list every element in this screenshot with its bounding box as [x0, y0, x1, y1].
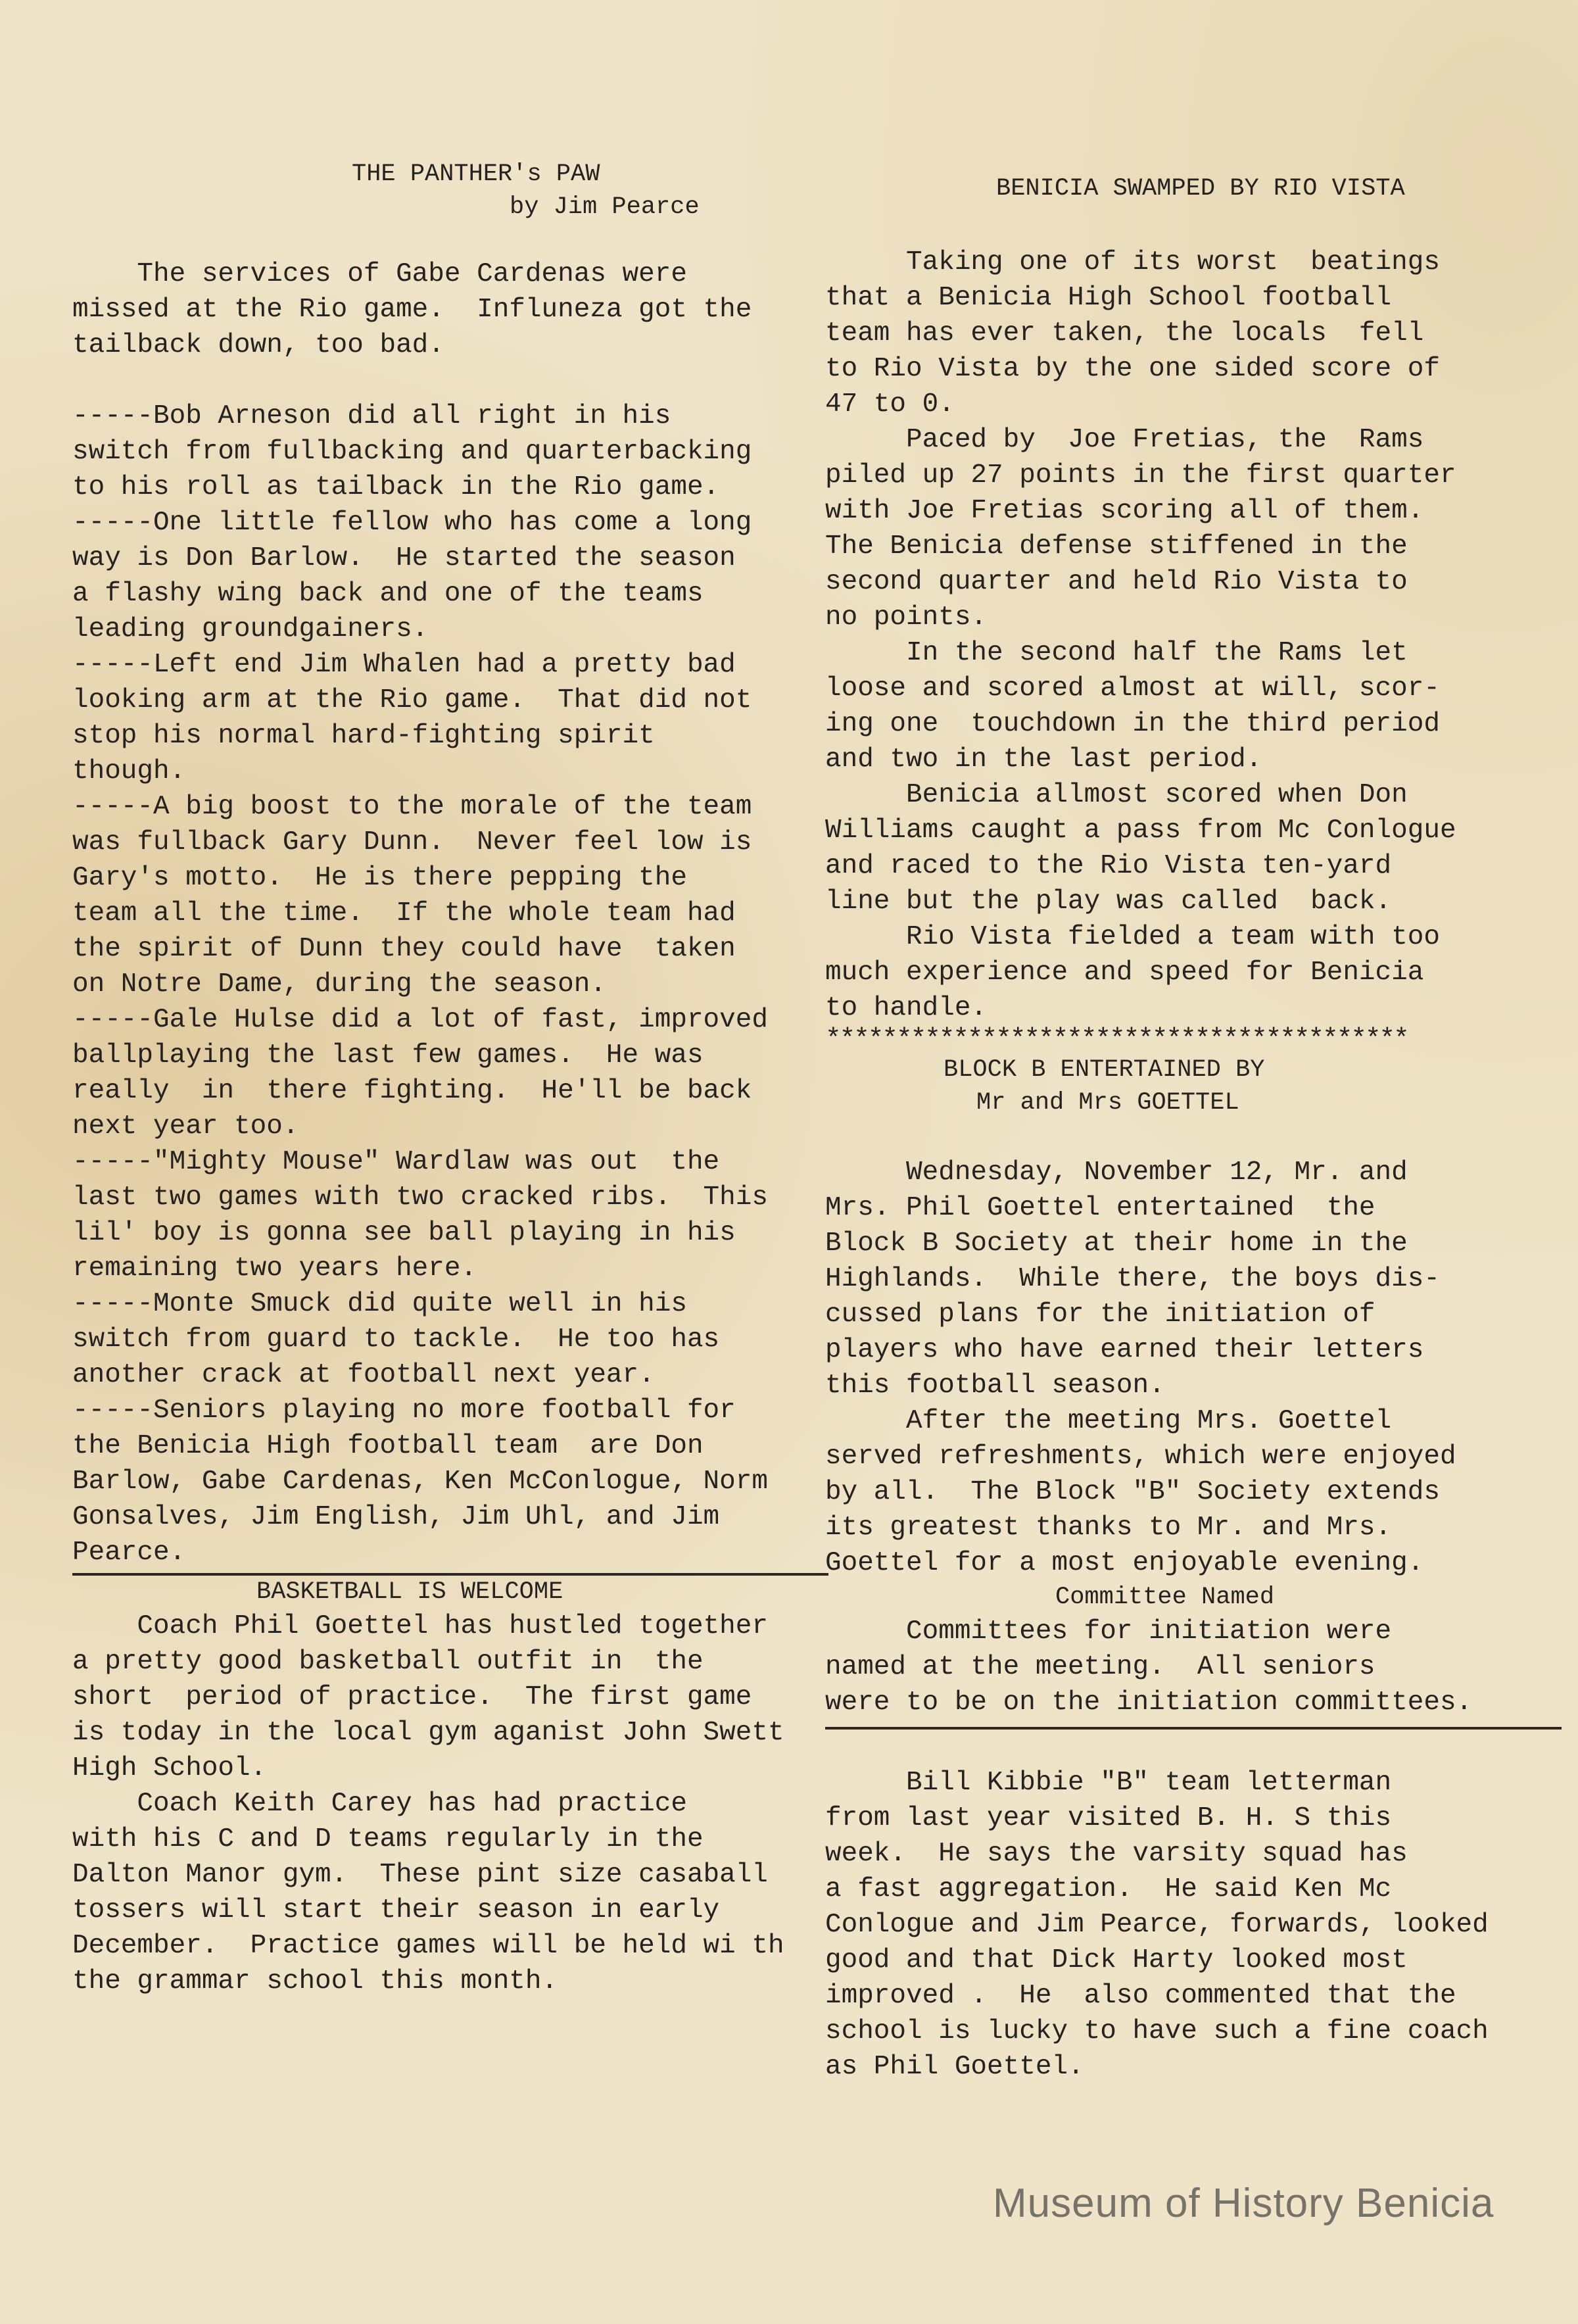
text-line: and two in the last period. [825, 744, 1262, 775]
rio-vista-body [825, 245, 1562, 1026]
text-line: -----Seniors playing no more football for [72, 1395, 736, 1426]
text-line: and raced to the Rio Vista ten-yard [825, 851, 1392, 881]
text-line: to Rio Vista by the one sided score of [825, 354, 1440, 384]
text-line: Coach Phil Goettel has hustled together [72, 1611, 768, 1641]
text-line: December. Practice games will be held wi th [72, 1931, 784, 1961]
text-line: another crack at football next year. [72, 1360, 655, 1390]
block-b-subtitle: Mr and Mrs GOETTEL [976, 1089, 1239, 1117]
text-line: Committees for initiation were [825, 1616, 1392, 1647]
text-line: with his C and D teams regularly in the [72, 1824, 704, 1854]
text-line: no points. [825, 602, 988, 633]
block-b-body [825, 1155, 1562, 1581]
text-line: short period of practice. The first game [72, 1682, 752, 1712]
text-line: -----A big boost to the morale of the team [72, 792, 752, 822]
text-line: Wednesday, November 12, Mr. and [825, 1157, 1408, 1188]
text-line: the Benicia High football team are Don [72, 1431, 704, 1461]
text-line: -----One little fellow who has come a long [72, 508, 752, 538]
text-line: from last year visited B. H. S this [825, 1803, 1392, 1833]
text-line: team has ever taken, the locals fell [825, 318, 1424, 349]
left-column [72, 158, 828, 1999]
committee-body [825, 1614, 1562, 1720]
text-line: missed at the Rio game. Influneza got the [72, 295, 752, 325]
text-line: piled up 27 points in the first quarter [825, 460, 1456, 491]
text-line: to his roll as tailback in the Rio game. [72, 472, 720, 502]
text-line: Gary's motto. He is there pepping the [72, 863, 687, 893]
text-line: is today in the local gym aganist John Swett [72, 1718, 784, 1748]
block-b-title: BLOCK B ENTERTAINED BY [944, 1056, 1265, 1084]
text-line: that a Benicia High School football [825, 283, 1392, 313]
text-line: by all. The Block "B" Society extends [825, 1477, 1440, 1507]
text-line: really in there fighting. He'll be back [72, 1076, 752, 1106]
text-line: Benicia allmost scored when Don [825, 780, 1408, 810]
panthers-paw-byline: by Jim Pearce [510, 193, 700, 221]
text-line: with Joe Fretias scoring all of them. [825, 496, 1424, 526]
basketball-title: BASKETBALL IS WELCOME [256, 1578, 563, 1606]
star-divider: ***************************************** [825, 1025, 1408, 1055]
rio-vista-title: BENICIA SWAMPED BY RIO VISTA [996, 175, 1405, 203]
text-line: Mrs. Phil Goettel entertained the [825, 1193, 1375, 1223]
text-line: Bill Kibbie "B" team letterman [825, 1768, 1392, 1798]
text-line: Dalton Manor gym. These pint size casaball [72, 1860, 768, 1890]
text-line: Barlow, Gabe Cardenas, Ken McConlogue, Norm [72, 1466, 768, 1497]
text-line: remaining two years here. [72, 1253, 477, 1284]
text-line: ing one touchdown in the third period [825, 709, 1440, 739]
text-line: its greatest thanks to Mr. and Mrs. [825, 1513, 1392, 1543]
text-line: way is Don Barlow. He started the season [72, 543, 736, 573]
text-line: loose and scored almost at will, scor- [825, 673, 1440, 704]
text-line: as Phil Goettel. [825, 2052, 1084, 2082]
text-line: High School. [72, 1753, 267, 1783]
kibbie-body [825, 1765, 1562, 2085]
text-line: After the meeting Mrs. Goettel [825, 1406, 1392, 1436]
right-column [825, 158, 1562, 2085]
text-line: Williams caught a pass from Mc Conlogue [825, 815, 1456, 846]
text-line: second quarter and held Rio Vista to [825, 567, 1408, 597]
text-line: to handle. [825, 993, 988, 1023]
text-line: 47 to 0. [825, 389, 955, 420]
text-line: Paced by Joe Fretias, the Rams [825, 425, 1424, 455]
text-line: -----Left end Jim Whalen had a pretty bad [72, 650, 736, 680]
text-line [72, 363, 828, 399]
text-line: The services of Gabe Cardenas were [72, 259, 687, 289]
text-line: the grammar school this month. [72, 1966, 558, 1997]
committee-title: Committee Named [1055, 1584, 1275, 1611]
text-line: switch from guard to tackle. He too has [72, 1324, 720, 1355]
text-line: The Benicia defense stiffened in the [825, 531, 1408, 562]
text-line: Coach Keith Carey has had practice [72, 1789, 687, 1819]
text-line: Taking one of its worst beatings [825, 247, 1440, 278]
text-line: Rio Vista fielded a team with too [825, 922, 1440, 952]
text-line: stop his normal hard-fighting spirit [72, 721, 655, 751]
text-line: was fullback Gary Dunn. Never feel low is [72, 827, 752, 858]
text-line: the spirit of Dunn they could have taken [72, 934, 736, 964]
text-line: -----"Mighty Mouse" Wardlaw was out the [72, 1147, 720, 1177]
text-line: though. [72, 756, 186, 787]
text-line: tossers will start their season in early [72, 1895, 720, 1925]
basketball-body [72, 1609, 828, 1999]
panthers-paw-title: THE PANTHER's PAW [352, 160, 600, 188]
text-line: tailback down, too bad. [72, 330, 444, 360]
panthers-paw-body [72, 256, 828, 1570]
text-line: a fast aggregation. He said Ken Mc [825, 1874, 1392, 1904]
museum-watermark: Museum of History Benicia [993, 2181, 1494, 2226]
text-line: this football season. [825, 1370, 1165, 1401]
text-line: much experience and speed for Benicia [825, 957, 1424, 988]
text-line: a pretty good basketball outfit in the [72, 1647, 704, 1677]
text-line: -----Bob Arneson did all right in his [72, 401, 671, 431]
text-line: line but the play was called back. [825, 886, 1392, 917]
text-line: week. He says the varsity squad has [825, 1839, 1408, 1869]
text-line: Goettel for a most enjoyable evening. [825, 1548, 1424, 1578]
text-line: -----Monte Smuck did quite well in his [72, 1289, 687, 1319]
text-line: named at the meeting. All seniors [825, 1652, 1375, 1682]
text-line: looking arm at the Rio game. That did not [72, 685, 752, 715]
text-line: team all the time. If the whole team had [72, 898, 736, 929]
text-line: -----Gale Hulse did a lot of fast, improved [72, 1005, 768, 1035]
text-line: lil' boy is gonna see ball playing in his [72, 1218, 736, 1248]
text-line: ballplaying the last few games. He was [72, 1040, 704, 1071]
text-line: a flashy wing back and one of the teams [72, 579, 704, 609]
text-line: switch from fullbacking and quarterbacking [72, 437, 752, 467]
text-line: on Notre Dame, during the season. [72, 969, 606, 1000]
text-line: Block B Society at their home in the [825, 1228, 1408, 1259]
text-line: Gonsalves, Jim English, Jim Uhl, and Jim [72, 1502, 720, 1532]
text-line: leading groundgainers. [72, 614, 429, 644]
text-line: school is lucky to have such a fine coach [825, 2016, 1489, 2046]
text-line: Highlands. While there, the boys dis- [825, 1264, 1440, 1294]
text-line: were to be on the initiation committees. [825, 1687, 1473, 1718]
text-line: Conlogue and Jim Pearce, forwards, looked [825, 1910, 1489, 1940]
text-line: In the second half the Rams let [825, 638, 1408, 668]
text-line: players who have earned their letters [825, 1335, 1424, 1365]
text-line: served refreshments, which were enjoyed [825, 1441, 1456, 1472]
text-line: next year too. [72, 1111, 299, 1142]
text-line: Pearce. [72, 1537, 186, 1568]
text-line: cussed plans for the initiation of [825, 1299, 1375, 1330]
text-line: improved . He also commented that the [825, 1981, 1456, 2011]
text-line: good and that Dick Harty looked most [825, 1945, 1408, 1975]
text-line: last two games with two cracked ribs. This [72, 1182, 768, 1213]
